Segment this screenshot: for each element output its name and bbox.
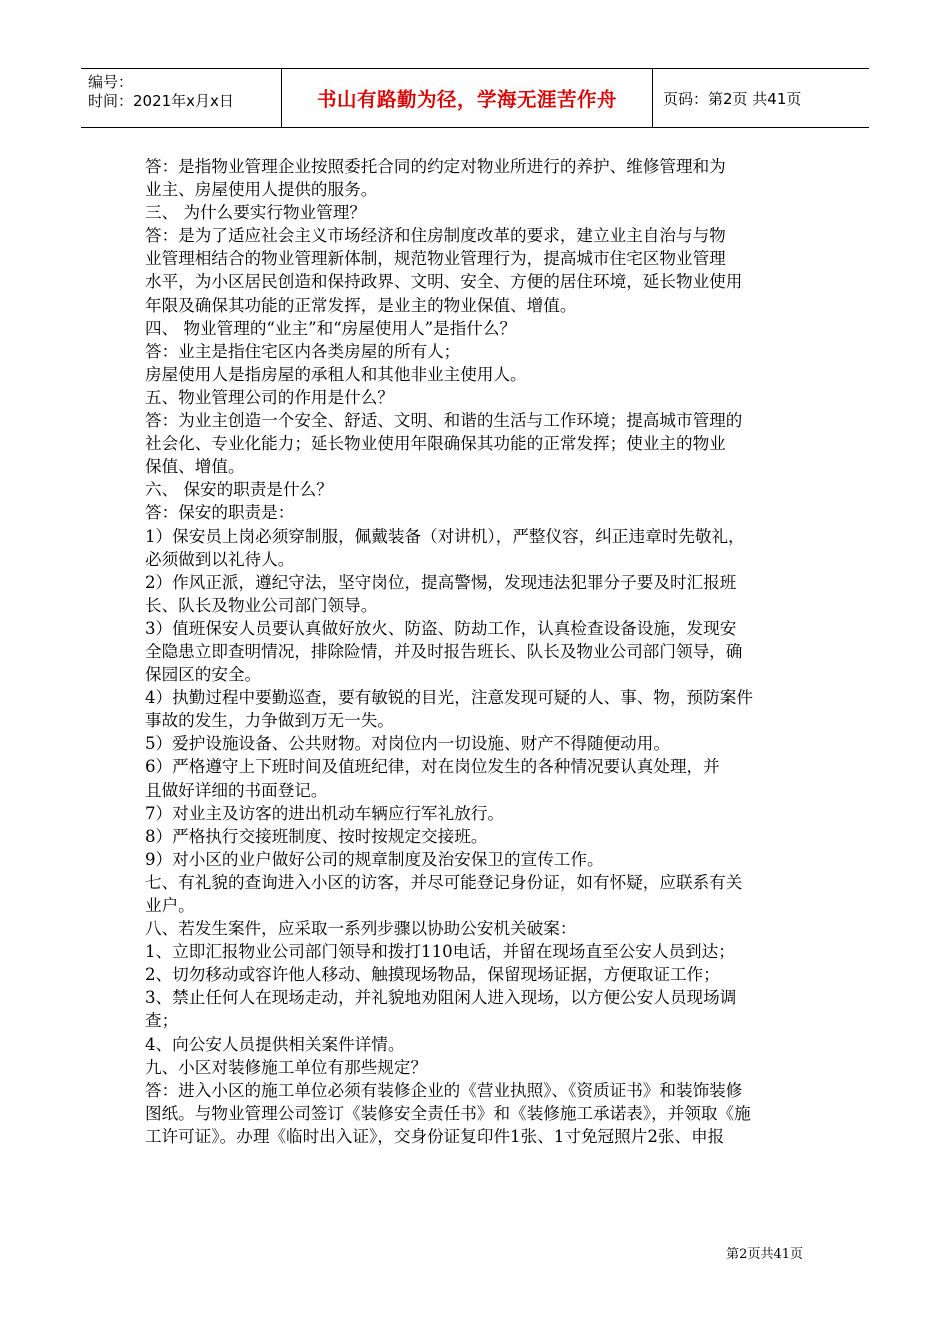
body-line: 1、立即汇报物业公司部门领导和拨打110电话，并留在现场直至公安人员到达； (145, 942, 735, 962)
body-line: 社会化、专业化能力；延长物业使用年限确保其功能的正常发挥；使业主的物业 (145, 434, 726, 454)
body-line: 年限及确保其功能的正常发挥，是业主的物业保值、增值。 (145, 295, 577, 315)
body-line: 水平，为小区居民创造和保持政界、文明、安全、方便的居住环境，延长物业使用 (145, 272, 743, 292)
body-line: 答：进入小区的施工单位必须有装修企业的《营业执照》、《资质证书》和装饰装修 (145, 1080, 743, 1100)
document-body (145, 155, 811, 1148)
body-line: 3）值班保安人员要认真做好放火、防盗、防劫工作，认真检查设备设施，发现安 (145, 618, 737, 638)
body-line: 3、禁止任何人在现场走动，并礼貌地劝阻闲人进入现场，以方便公安人员现场调 (145, 988, 737, 1008)
document-number-label: 编号： (88, 73, 134, 91)
body-line: 业户。 (145, 896, 195, 915)
body-line: 8）严格执行交接班制度、按时按规定交接班。 (145, 826, 488, 846)
body-line: 2）作风正派，遵纪守法，坚守岗位，提高警惕，发现违法犯罪分子要及时汇报班 (145, 572, 737, 592)
header-motto: 书山有路勤为径，学海无涯苦作舟 (281, 69, 653, 127)
body-line: 五、物业管理公司的作用是什么？ (145, 387, 394, 407)
body-line: 4、向公安人员提供相关案件详情。 (145, 1034, 405, 1054)
body-line: 三、 为什么要实行物业管理？ (145, 203, 366, 223)
body-line: 四、 物业管理的“业主”和“房屋使用人”是指什么？ (145, 318, 517, 338)
body-line: 答：是指物业管理企业按照委托合同的约定对物业所进行的养护、维修管理和为 (145, 157, 726, 176)
body-line: 且做好详细的书面登记。 (145, 780, 328, 800)
body-line: 必须做到以礼待人。 (145, 549, 295, 569)
body-line: 答：为业主创造一个安全、舒适、文明、和谐的生活与工作环境；提高城市管理的 (145, 411, 743, 431)
body-line: 答：业主是指住宅区内各类房屋的所有人； (145, 341, 461, 361)
page-header (81, 68, 869, 128)
body-line: 业管理相结合的物业管理新体制，规范物业管理行为，提高城市住宅区物业管理 (145, 249, 726, 269)
body-line: 9）对小区的业户做好公司的规章制度及治安保卫的宣传工作。 (145, 849, 604, 869)
body-line: 房屋使用人是指房屋的承租人和其他非业主使用人。 (145, 364, 527, 384)
body-line: 6）严格遵守上下班时间及值班纪律，对在岗位发生的各种情况要认真处理，并 (145, 757, 720, 777)
body-line: 5）爱护设施设备、公共财物。对岗位内一切设施、财产不得随便动用。 (145, 734, 670, 754)
body-line: 八、若发生案件，应采取一系列步骤以协助公安机关破案： (145, 919, 577, 939)
body-line: 查； (145, 1011, 179, 1031)
body-line: 长、队长及物业公司部门领导。 (145, 595, 378, 615)
header-page-number: 页码：第2页 共41页 (663, 89, 802, 108)
body-line: 九、小区对装修施工单位有那些规定？ (145, 1057, 428, 1077)
body-line: 保园区的安全。 (145, 665, 262, 685)
body-line: 工许可证》。办理《临时出入证》，交身份证复印件1张、1寸免冠照片2张、申报 (145, 1126, 725, 1146)
body-line: 7）对业主及访客的进出机动车辆应行军礼放行。 (145, 803, 505, 823)
body-line: 答：是为了适应社会主义市场经济和住房制度改革的要求，建立业主自治与与物 (145, 226, 726, 246)
body-line: 4）执勤过程中要勤巡查，要有敏锐的目光，注意发现可疑的人、事、物，预防案件 (145, 688, 753, 708)
body-line: 1）保安员上岗必须穿制服，佩戴装备（对讲机），严整仪容，纠正违章时先敬礼， (145, 526, 745, 546)
body-line: 保值、增值。 (145, 457, 245, 477)
body-line: 答：保安的职责是： (145, 503, 295, 523)
body-line: 2、切勿移动或容许他人移动、触摸现场物品，保留现场证据，方便取证工作； (145, 965, 720, 985)
body-line: 业主、房屋使用人提供的服务。 (145, 180, 378, 200)
body-line: 全隐患立即查明情况，排除险情，并及时报告班长、队长及物业公司部门领导，确 (145, 641, 743, 661)
body-line: 六、 保安的职责是什么？ (145, 480, 333, 500)
header-meta (81, 69, 281, 127)
body-line: 图纸。与物业管理公司签订《装修安全责任书》和《装修施工承诺表》，并领取《施 (145, 1103, 751, 1123)
document-time-label: 时间：2021年x月x日 (88, 92, 234, 110)
body-line: 七、有礼貌的查询进入小区的访客，并尽可能登记身份证，如有怀疑，应联系有关 (145, 872, 743, 892)
body-line: 事故的发生，力争做到万无一失。 (145, 711, 394, 731)
page-footer: 第2页共41页 (726, 1247, 803, 1262)
